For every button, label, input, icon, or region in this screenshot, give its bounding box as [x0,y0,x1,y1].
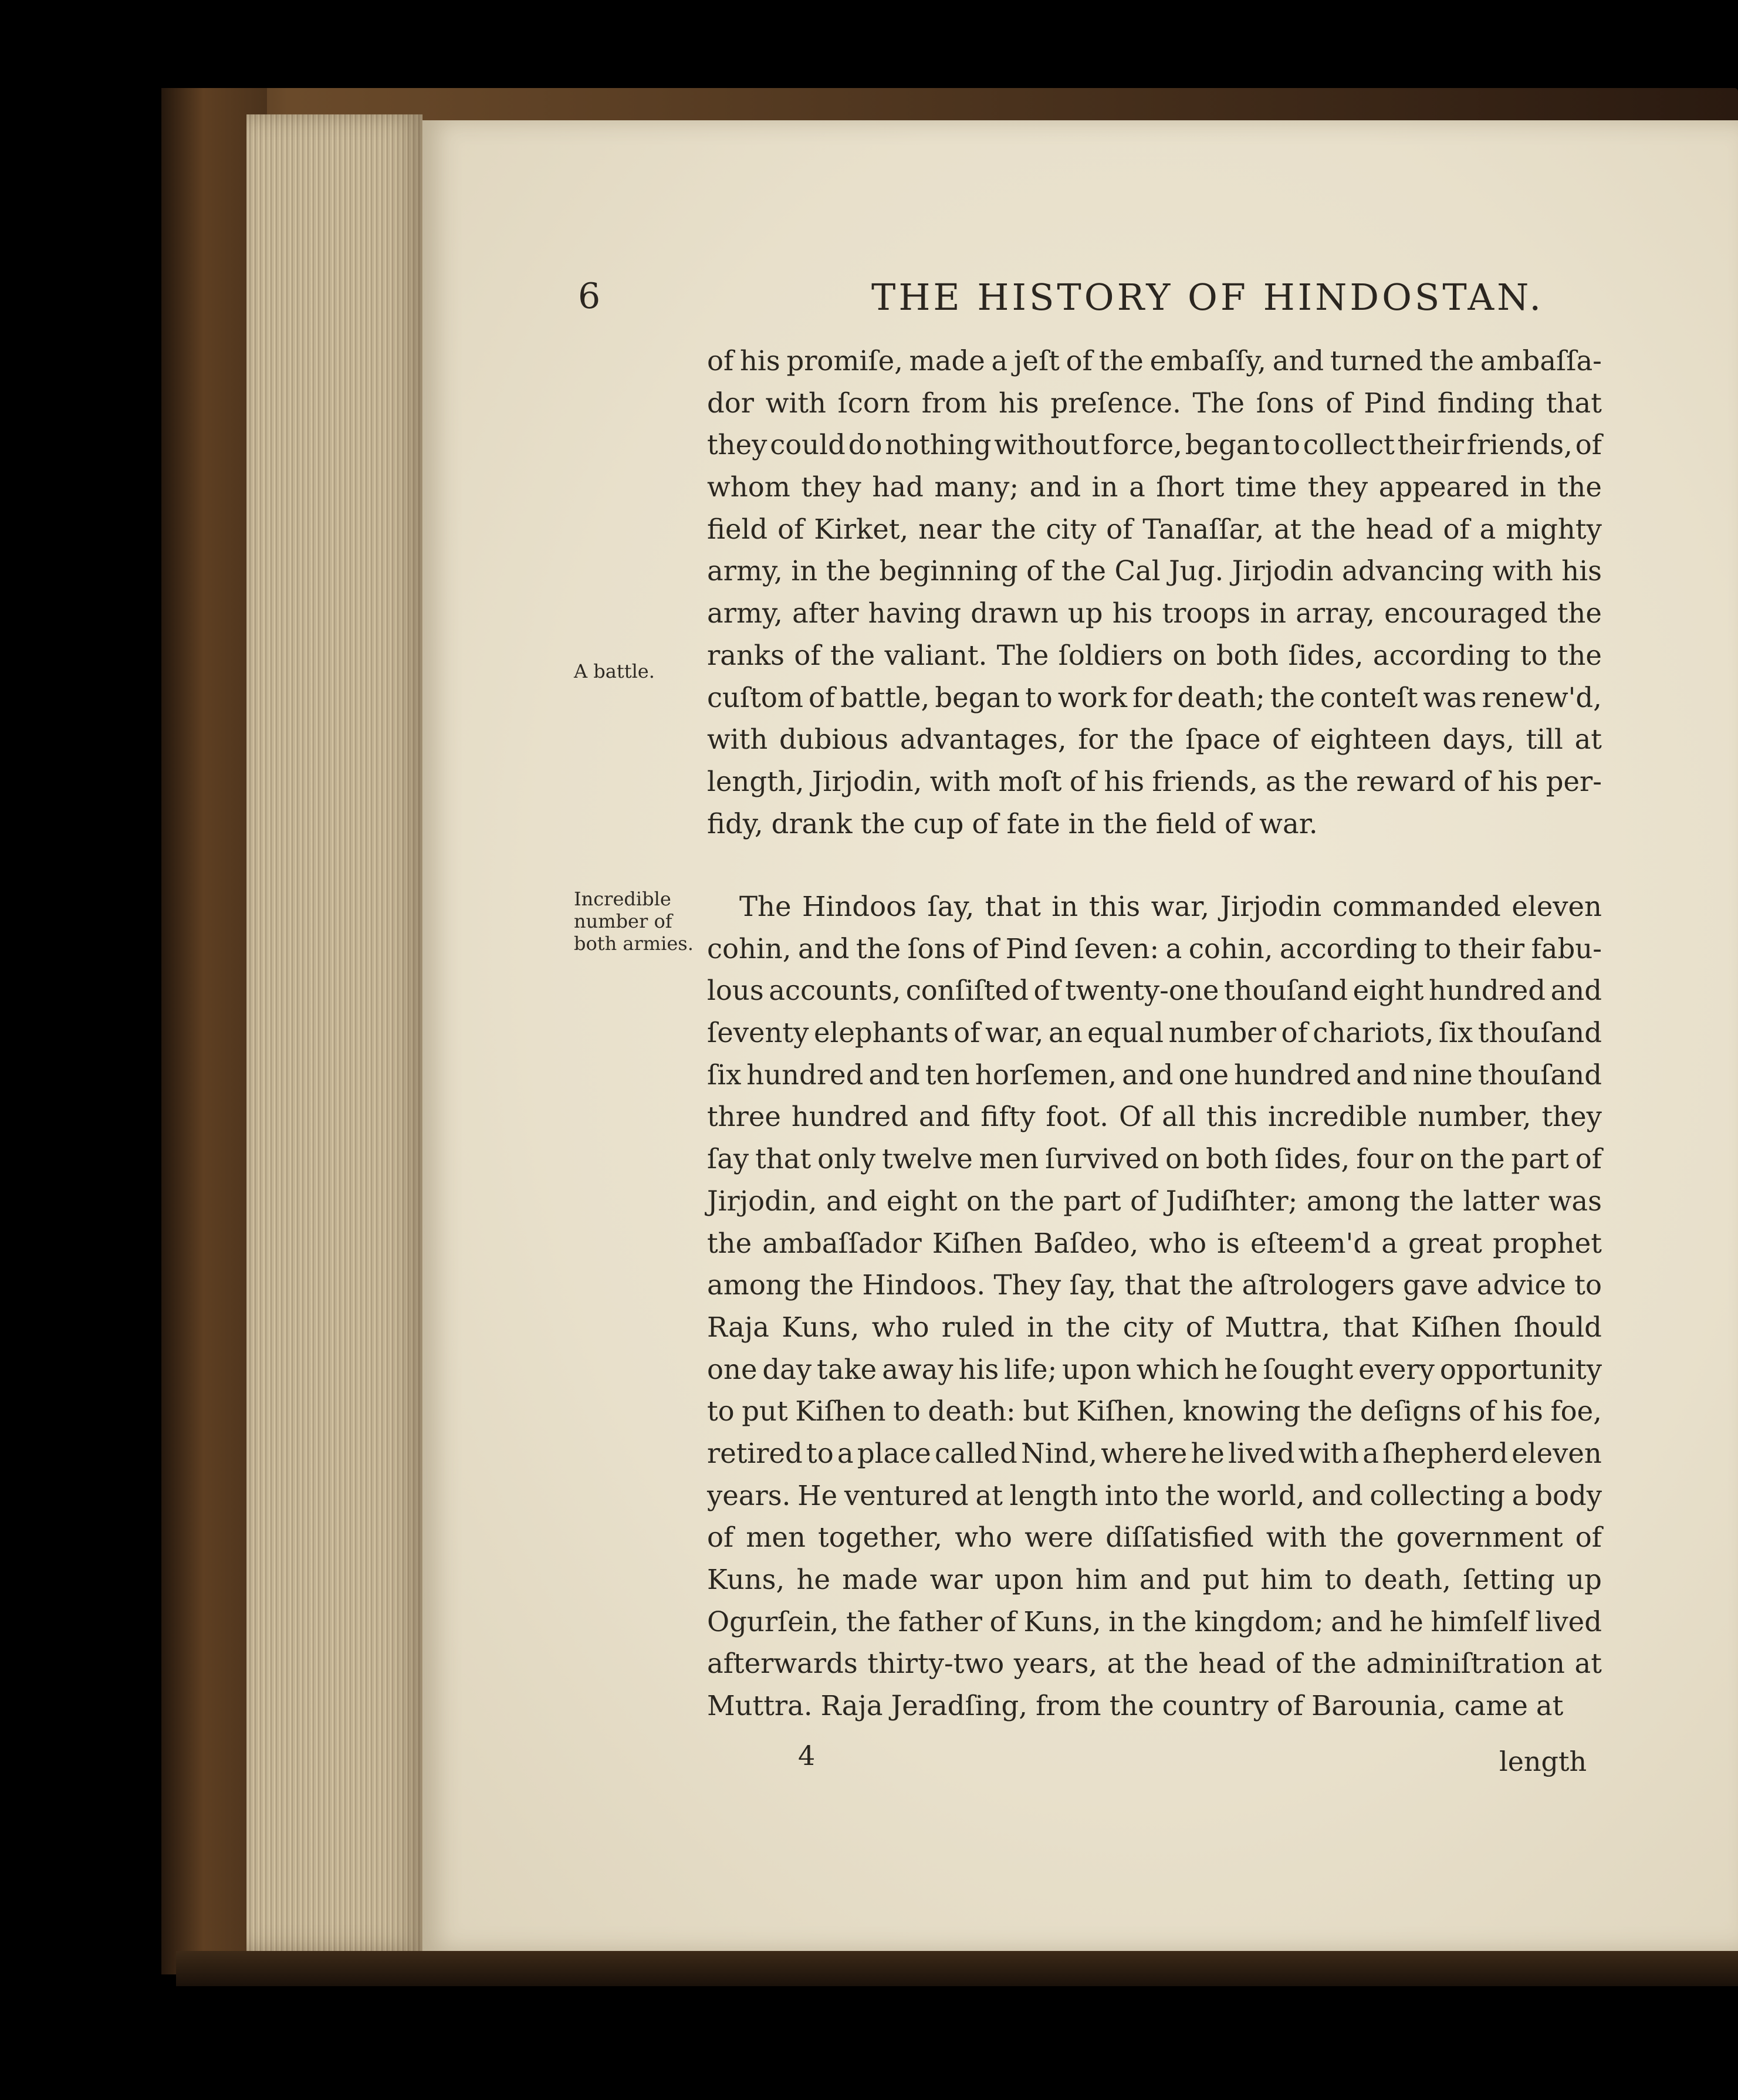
text-line: length, Jirjodin, with moſt of his friends, as the reward of his per- [707,765,1602,797]
text-line: one day take away his life; upon which he ſought every opportunity [707,1353,1602,1385]
text-line: cohin, and the ſons of Pind ſeven: a cohin, according to their fabu- [707,932,1602,965]
text-line: the ambaſſador Kiſhen Baſdeo, who is eſteem'd a great prophet [707,1227,1602,1259]
text-line: with dubious advantages, for the ſpace of eighteen days, till at [707,723,1602,756]
text-line: Ogurſein, the father of Kuns, in the kingdom; and he himſelf lived [707,1605,1602,1638]
text-line: ſix hundred and ten horſemen, and one hundred and nine thouſand [707,1059,1602,1091]
paragraph-1 [707,340,1602,845]
text-line: army, in the beginning of the Cal Jug. Jirjodin advancing with his [707,555,1602,587]
page-edges [246,114,422,1951]
signature-mark: 4 [798,1740,816,1771]
text-line: fidy, drank the cup of fate in the field of war. [707,807,1318,840]
text-line: army, after having drawn up his troops in array, encouraged the [707,597,1602,630]
running-title: THE HISTORY OF HINDOSTAN. [871,276,1544,319]
text-line: of his promiſe, made a jeſt of the embaſſy, and turned the ambaſſa- [707,345,1602,377]
text-line: afterwards thirty-two years, at the head of the adminiſtration at [707,1648,1602,1680]
text-line: they could do nothing without force, began to collect their friends, of [707,429,1602,461]
text-line: ſeventy elephants of war, an equal number of chariots, ſix thouſand [707,1017,1602,1049]
margin-note-line: A battle. [574,660,655,682]
margin-note-line: number of [574,910,672,932]
paragraph-2 [707,886,1602,1727]
text-line: of men together, who were diſſatisfied with the government of [707,1521,1602,1554]
margin-note-armies [574,888,694,955]
text-line: dor with ſcorn from his preſence. The ſons of Pind finding that [707,387,1602,419]
text-line: years. He ventured at length into the world, and collecting a body [707,1479,1602,1511]
text-line: lous accounts, conſiſted of twenty-one thouſand eight hundred and [707,975,1602,1007]
text-line: Muttra. Raja Jeradſing, from the country of Barounia, came at [707,1690,1564,1722]
margin-note-battle [574,660,655,682]
text-line: field of Kirket, near the city of Tanaſſar, at the head of a mighty [707,513,1602,545]
text-line: Jirjodin, and eight on the part of Judiſhter; among the latter was [707,1185,1602,1217]
text-line: whom they had many; and in a ſhort time they appeared in the [707,471,1602,503]
margin-note-line: Incredible [574,888,671,910]
page-number: 6 [578,276,604,317]
text-line: to put Kiſhen to death: but Kiſhen, knowing the deſigns of his foe, [707,1395,1602,1428]
margin-note-line: both armies. [574,932,694,955]
text-line: Raja Kuns, who ruled in the city of Muttra, that Kiſhen ſhould [707,1311,1602,1343]
catchword: length [1499,1746,1587,1777]
text-line: three hundred and fifty foot. Of all this incredible number, they [707,1101,1602,1133]
text-line: among the Hindoos. They ſay, that the aſtrologers gave advice to [707,1269,1602,1301]
book-bottom-edge [176,1951,1738,1986]
text-line: ſay that only twelve men ſurvived on both ſides, four on the part of [707,1143,1602,1175]
text-line: ranks of the valiant. The ſoldiers on both ſides, according to the [707,639,1602,671]
text-line: The Hindoos ſay, that in this war, Jirjodin commanded eleven [739,891,1602,922]
text-line: retired to a place called Nind, where he lived with a ſhepherd eleven [707,1437,1602,1469]
text-line: Kuns, he made war upon him and put him to death, ſetting up [707,1564,1602,1595]
text-line: cuſtom of battle, began to work for death; the conteſt was renew'd, [707,681,1602,713]
